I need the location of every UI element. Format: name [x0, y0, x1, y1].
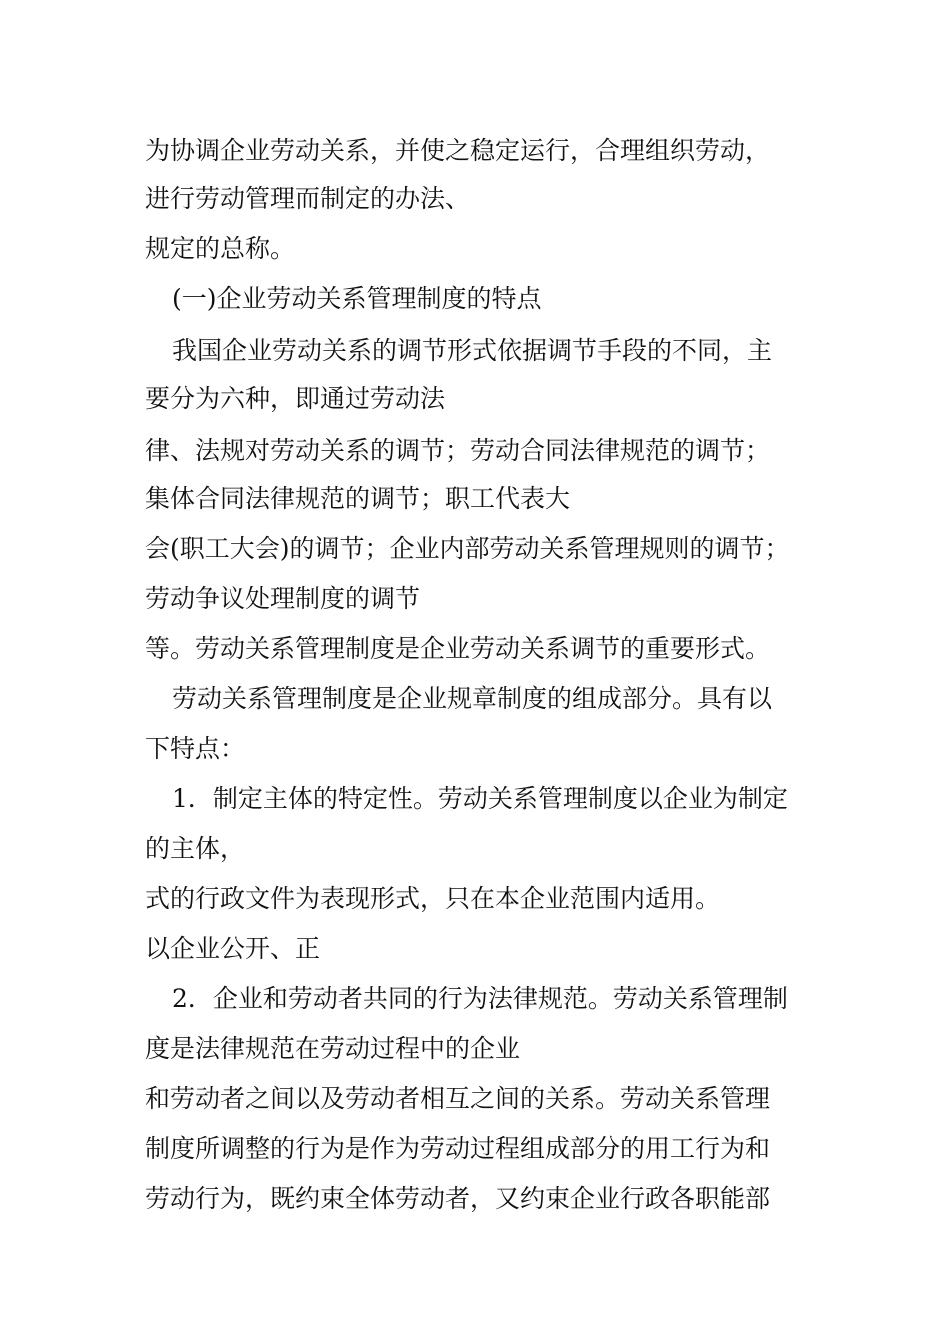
- body-text-line: 度是法律规范在劳动过程中的企业: [145, 1034, 521, 1063]
- body-text-line: 以企业公开、正: [145, 934, 321, 963]
- list-item-1: 1．制定主体的特定性。劳动关系管理制度以企业为制定: [172, 784, 788, 813]
- list-item-2: 2．企业和劳动者共同的行为法律规范。劳动关系管理制: [172, 984, 788, 1013]
- section-heading: (一)企业劳动关系管理制度的特点: [172, 284, 542, 313]
- body-text-line: 劳动关系管理制度是企业规章制度的组成部分。具有以: [172, 684, 773, 713]
- body-text-line: 劳动争议处理制度的调节: [145, 584, 421, 613]
- body-text-line: 劳动行为，既约束全体劳动者，又约束企业行政各职能部: [145, 1184, 771, 1213]
- body-text-line: 进行劳动管理而制定的办法、: [145, 184, 471, 213]
- body-text-line: 的主体，: [145, 834, 246, 863]
- body-text-line: 我国企业劳动关系的调节形式依据调节手段的不同，主: [172, 336, 773, 365]
- body-text-line: 集体合同法律规范的调节；职工代表大: [145, 484, 571, 513]
- body-text-line: 律、法规对劳动关系的调节；劳动合同法律规范的调节；: [145, 436, 771, 465]
- body-text-line: 下特点：: [145, 734, 246, 763]
- body-text-line: 制度所调整的行为是作为劳动过程组成部分的用工行为和: [145, 1134, 771, 1163]
- body-text-line: 式的行政文件为表现形式，只在本企业范围内适用。: [145, 884, 721, 913]
- body-text-line: 为协调企业劳动关系，并使之稳定运行，合理组织劳动，: [145, 136, 771, 165]
- body-text-line: 和劳动者之间以及劳动者相互之间的关系。劳动关系管理: [145, 1084, 771, 1113]
- body-text-line: 要分为六种，即通过劳动法: [145, 384, 446, 413]
- body-text-line: 等。劳动关系管理制度是企业劳动关系调节的重要形式。: [145, 634, 771, 663]
- body-text-line: 规定的总称。: [145, 234, 296, 263]
- body-text-line: 会(职工大会)的调节；企业内部劳动关系管理规则的调节；: [145, 534, 790, 563]
